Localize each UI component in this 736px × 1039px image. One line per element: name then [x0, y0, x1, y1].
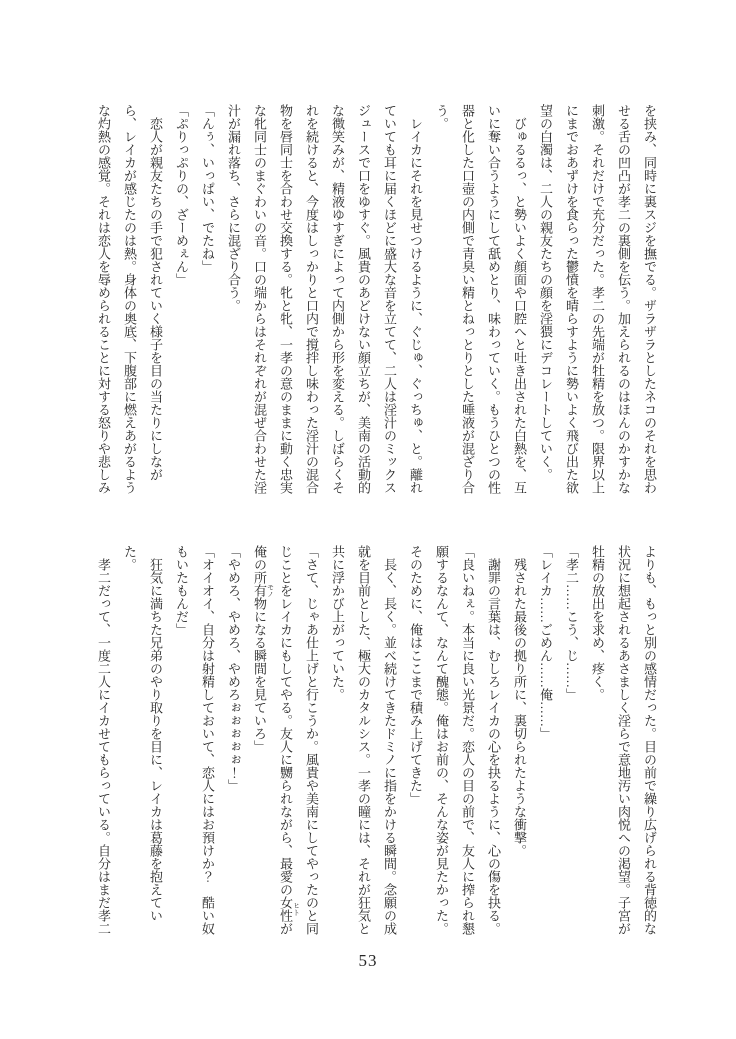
paragraph: 「オイオイ、自分は射精しておいて、恋人にはお預けか？ 酷い奴もいたもんだ」 — [174, 545, 215, 935]
paragraph: 「レイカ……ごめん……俺……」 — [538, 545, 553, 740]
paragraph: 「さて、じゃあ仕上げと行こうか。風貴や美南にしてやったのと同じことをレイカにもしてやる。友人に嬲られながら、最愛の女性 ヒトが俺の所有物 モノになる瞬間を見ていろ」 — [252, 545, 319, 935]
paragraph: 「ぷりっぷりの、ざーめぇん」 — [174, 104, 189, 286]
paragraph: よりも、もっと別の感情だった。目の前で繰り広げられる背徳的な状況に想起されるあさましく淫らで意地汚い肉悦への渇望。子宮が牡精の放出を求め、疼く。 — [590, 545, 657, 935]
paragraph: 「やめろ、やめろ、やめろぉぉぉぉぉ！」 — [226, 545, 241, 792]
text-block-bottom — [90, 545, 662, 935]
text-block-top — [90, 104, 662, 494]
paragraph: 恋人が親友たちの手で犯されていく様子を目の当たりにしながら、レイカが感じたのは熱。身体の奥底、下腹部に燃えあがるような灼熱の感覚。それは恋人を辱められることに対する怒りや悲しみ — [96, 104, 163, 494]
paragraph: レイカにそれを見せつけるように、ぐじゅ、ぐっちゅ、と。離れていても耳に届くほどに盛大な音を立てて、二人は淫汁のミックスジュースで口をゆすぐ。風貴のあどけない顔立ちが、美南の活動的な微笑みが、精液ゆすぎによって内側から形を変える。しばらくそれを続けると、今度はしっかりと口内で撹拌し味わった淫汁の混合物を唇同士を合わせ交換する。牝と牝、一孝の意のままに動く忠実な牝同士のまぐわいの音。口の端からはそれぞれが混ぜ合わせた淫汁が漏れ落ち、さらに混ざり合う。 — [226, 104, 423, 494]
paragraph: 「孝二……こう、じ……」 — [564, 545, 579, 701]
paragraph: 狂気に満ちた兄弟のやり取りを目に、レイカは葛藤を抱えていた。 — [122, 545, 163, 922]
paragraph: 「んぅ、いっぱい、でたね」 — [200, 104, 215, 273]
ruby-annotation: 所有物 モノ — [252, 571, 275, 610]
paragraph: 謝罪の言葉は、むしろレイカの心を抉るように、心の傷を抉る。 — [486, 558, 501, 935]
paragraph: 孝二だって、一度二人にイカせてもらっている。自分はまだ孝二 — [96, 558, 111, 935]
paragraph: びゅるるっ、と勢いよく顔面や口腔へと吐き出された白熱を、互いに奪い合うようにして舐めとり、味わっていく。もうひとつの性器と化した口壺の内側で青臭い精とねっとりとした唾液が混ざり合う。 — [434, 104, 527, 494]
paragraph: 「良いねぇ。本当に良い光景だ。恋人の目の前で、友人に搾られ懇願するなんて、なんて醜態。俺はお前の、そんな姿が見たかった。そのために、俺はここまで積み上げてきた」 — [408, 545, 475, 935]
page-number: 53 — [358, 951, 378, 970]
ruby-annotation: 女性 ヒト — [278, 896, 301, 922]
paragraph: 残された最後の拠り所に、裏切られたような衝撃。 — [512, 558, 527, 857]
paragraph: を挟み、同時に裏スジを撫でる。ザラザラとしたネコのそれを思わせる舌の凹凸が孝二の裏側を伝う。加えられるのはほんのかすかな刺激。それだけで充分だった。孝二の先端が牡精を放つ。限界以上にまでおあずけを食らった鬱憤を晴らすように勢いよく飛び出た欲望の白濁は、二人の親友たちの顔を淫猥にデコレートしていく。 — [538, 104, 657, 494]
paragraph: 長く、長く。並べ続けてきたドミノに指をかける瞬間。念願の成就を目前とした、極大のカタルシス。一孝の瞳には、それが狂気と共に浮かび上がっていた。 — [330, 545, 397, 935]
